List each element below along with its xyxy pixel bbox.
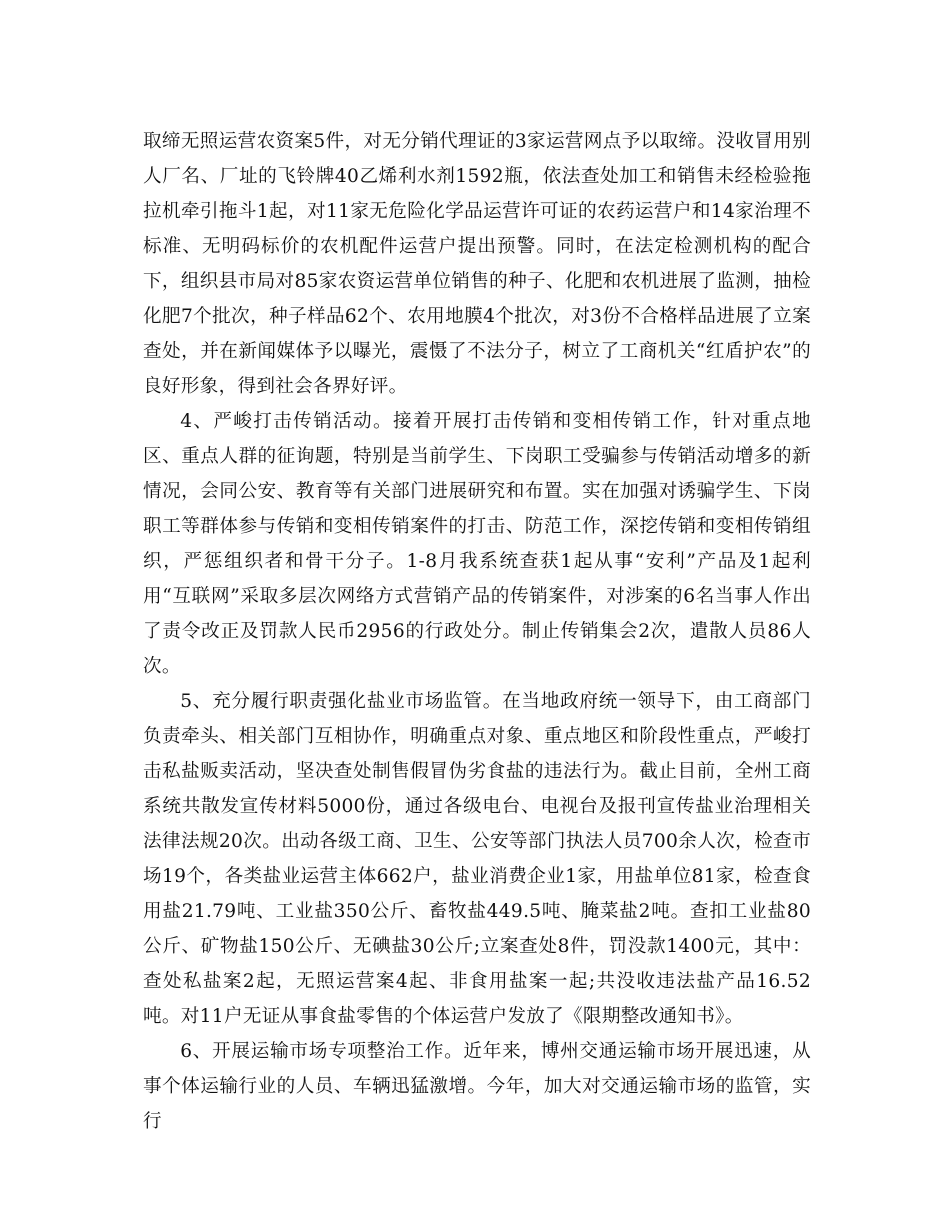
paragraph-salt-market: 5、充分履行职责强化盐业市场监管。在当地政府统一领导下，由工商部门负责牵头、相关部门互相协作，明确重点对象、重点地区和阶段性重点，严峻打击私盐贩卖活动，坚决查处制售假冒伪劣食盐的违法行为。截止目前，全州工商系统共散发宣传材料5000份，通过各级电台、电视台及报刊宣传盐业治理相关法律法规20次。出动各级工商、卫生、公安等部门执法人员700余人次，检查市场19个，各类盐业运营主体662户，盐业消费企业1家，用盐单位81家，检查食用盐21.79吨、工业盐350公斤、畜牧盐449.5吨、腌菜盐2吨。查扣工业盐80公斤、矿物盐150公斤、无碘盐30公斤;立案查处8件，罚没款1400元，其中：查处私盐案2起，无照运营案4起、非食用盐案一起;共没收违法盐产品16.52吨。对11户无证从事食盐零售的个体运营户发放了《限期整改通知书》。 xyxy=(143,691,811,1027)
paragraph-anti-pyramid-selling: 4、严峻打击传销活动。接着开展打击传销和变相传销工作，针对重点地区、重点人群的征询题，特别是当前学生、下岗职工受骗参与传销活动增多的新情况，会同公安、教育等有关部门进展研究和布置。实在加强对诱骗学生、下岗职工等群体参与传销和变相传销案件的打击、防范工作，深挖传销和变相传销组织，严惩组织者和骨干分子。1-8月我系统查获1起从事“安利”产品及1起利用“互联网”采取多层次网络方式营销产品的传销案件，对涉案的6名当事人作出了责令改正及罚款人民币2956的行政处分。制止传销集会2次，遣散人员86人次。 xyxy=(143,411,811,677)
paragraph-agri-enforcement: 取缔无照运营农资案5件，对无分销代理证的3家运营网点予以取缔。没收冒用别人厂名、厂址的飞铃牌40乙烯利水剂1592瓶，依法查处加工和销售未经检验拖拉机牵引拖斗1起，对11家无危险化学品运营许可证的农药运营户和14家治理不标准、无明码标价的农机配件运营户提出预警。同时，在法定检测机构的配合下，组织县市局对85家农资运营单位销售的种子、化肥和农机进展了监测，抽检化肥7个批次，种子样品62个、农用地膜4个批次，对3份不合格样品进展了立案查处，并在新闻媒体予以曝光，震慑了不法分子，树立了工商机关“红盾护农”的良好形象，得到社会各界好评。 xyxy=(143,131,811,397)
paragraph-transport-market: 6、开展运输市场专项整治工作。近年来，博州交通运输市场开展迅速，从事个体运输行业的人员、车辆迅猛激增。今年，加大对交通运输市场的监管，实行 xyxy=(143,1041,811,1132)
document-body xyxy=(143,124,811,1139)
